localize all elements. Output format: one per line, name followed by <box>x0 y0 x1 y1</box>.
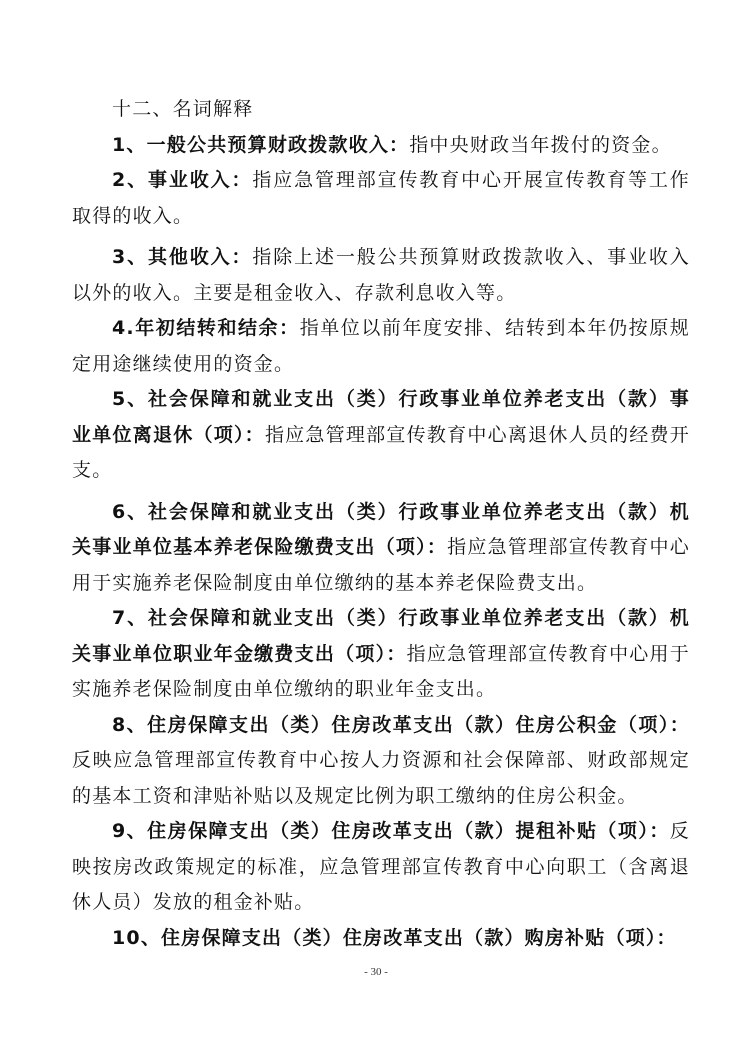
definition: 反映应急管理部宣传教育中心按人力资源和社会保障部、财政部规定的基本工资和津贴补贴以及规定比例为职工缴纳的住房公积金。 <box>72 749 690 807</box>
term: 2、事业收入： <box>112 169 253 191</box>
definition-item-9 <box>72 814 690 921</box>
definition-item-3 <box>72 240 690 311</box>
definition: 指单位以前年度安排、结转到本年仍按原规定用途继续使用的资金。 <box>72 317 690 375</box>
definition-item-10 <box>72 921 690 957</box>
definition: 指除上述一般公共预算财政拨款收入、事业收入以外的收入。主要是租金收入、存款利息收入等。 <box>72 246 691 304</box>
definition: 反映按房改政策规定的标准，应急管理部宣传教育中心向职工（含离退休人员）发放的租金补贴。 <box>72 820 690 913</box>
definition-item-4 <box>72 311 690 382</box>
term: 7、社会保障和就业支出（类）行政事业单位养老支出（款）机关事业单位职业年金缴费支出（项）： <box>72 607 690 665</box>
page-number: - 30 - <box>364 966 388 978</box>
definition-item-2 <box>72 163 690 234</box>
term: 6、社会保障和就业支出（类）行政事业单位养老支出（款）机关事业单位基本养老保险缴费支出（项）： <box>72 500 690 558</box>
definition-item-5 <box>72 382 690 489</box>
definition-item-8 <box>72 708 690 815</box>
term: 5、社会保障和就业支出（类）行政事业单位养老支出（款）事业单位离退休（项）： <box>72 388 690 446</box>
term: 4.年初结转和结余： <box>112 317 300 339</box>
definition: 指应急管理部宣传教育中心开展宣传教育等工作取得的收入。 <box>72 169 691 227</box>
section-title: 十二、名词解释 <box>112 98 254 120</box>
document-body <box>72 92 690 956</box>
definition: 指应急管理部宣传教育中心用于实施养老保险制度由单位缴纳的基本养老保险费支出。 <box>72 536 690 594</box>
term: 9、住房保障支出（类）住房改革支出（款）提租补贴（项）： <box>112 820 670 842</box>
term: 10、住房保障支出（类）住房改革支出（款）购房补贴（项）： <box>112 926 677 949</box>
term: 8、住房保障支出（类）住房改革支出（款）住房公积金（项）： <box>112 713 690 736</box>
term: 1、一般公共预算财政拨款收入： <box>112 133 410 156</box>
definition-item-1 <box>72 128 690 164</box>
definition: 指应急管理部宣传教育中心离退休人员的经费开支。 <box>72 423 690 481</box>
definition: 指应急管理部宣传教育中心用于实施养老保险制度由单位缴纳的职业年金支出。 <box>72 642 690 700</box>
definition: 指中央财政当年拨付的资金。 <box>409 133 672 156</box>
definition-item-7 <box>72 601 690 708</box>
definition-item-6 <box>72 495 690 602</box>
term: 3、其他收入： <box>112 246 253 268</box>
